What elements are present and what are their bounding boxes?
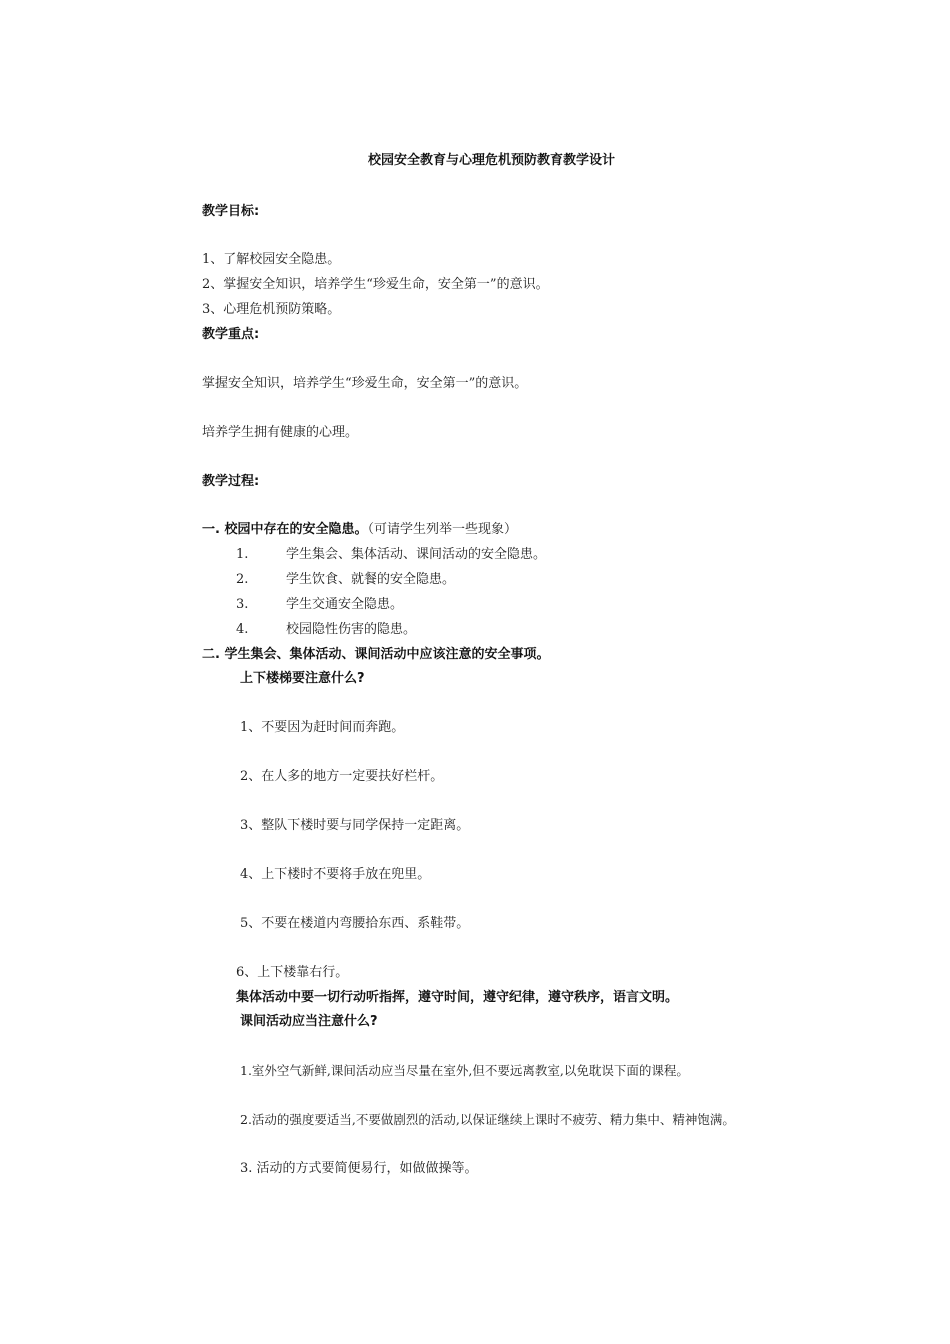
section1-item — [236, 621, 416, 639]
stairs-question: 上下楼梯要注意什么? — [240, 671, 365, 686]
item-number: 1. — [236, 547, 249, 562]
break-item: 1.室外空气新鲜,课间活动应当尽量在室外,但不要远离教室,以免耽误下面的课程。 — [240, 1063, 689, 1078]
section1-item — [236, 546, 546, 564]
goals-heading: 教学目标: — [202, 204, 260, 219]
stairs-item: 5、不要在楼道内弯腰拾东西、系鞋带。 — [240, 916, 470, 931]
goal-item: 3、心理危机预防策略。 — [202, 302, 341, 317]
collective-rule: 集体活动中要一切行动听指挥，遵守时间，遵守纪律，遵守秩序，语言文明。 — [236, 990, 679, 1005]
item-text: 校园隐性伤害的隐患。 — [286, 622, 417, 637]
item-number: 4. — [236, 622, 249, 637]
section1-heading: 一. 校园中存在的安全隐患。 — [202, 522, 368, 537]
item-text: 学生饮食、就餐的安全隐患。 — [286, 572, 456, 587]
focus-item: 掌握安全知识，培养学生“珍爱生命，安全第一”的意识。 — [202, 376, 528, 391]
section1-heading-line — [202, 521, 517, 539]
section1-item — [236, 596, 403, 614]
document-title: 校园安全教育与心理危机预防教育教学设计 — [368, 153, 616, 168]
break-item: 3. 活动的方式要简便易行，如做做操等。 — [240, 1161, 478, 1176]
section1-note: （可请学生列举一些现象） — [367, 522, 517, 537]
goal-item: 1、了解校园安全隐患。 — [202, 252, 341, 267]
stairs-item: 6、上下楼靠右行。 — [236, 965, 349, 980]
stairs-item: 3、整队下楼时要与同学保持一定距离。 — [240, 818, 470, 833]
section2-heading: 二. 学生集会、集体活动、课间活动中应该注意的安全事项。 — [202, 647, 550, 662]
section1-item — [236, 571, 455, 589]
focus-heading: 教学重点: — [202, 327, 260, 342]
item-number: 2. — [236, 572, 249, 587]
goal-item: 2、掌握安全知识，培养学生“珍爱生命，安全第一”的意识。 — [202, 277, 549, 292]
item-text: 学生集会、集体活动、课间活动的安全隐患。 — [286, 547, 547, 562]
break-item: 2.活动的强度要适当,不要做剧烈的活动,以保证继续上课时不疲劳、精力集中、精神饱满。 — [240, 1112, 735, 1127]
stairs-item: 2、在人多的地方一定要扶好栏杆。 — [240, 769, 444, 784]
item-number: 3. — [236, 597, 249, 612]
stairs-item: 1、不要因为赶时间而奔跑。 — [240, 720, 405, 735]
stairs-item: 4、上下楼时不要将手放在兜里。 — [240, 867, 431, 882]
break-question: 课间活动应当注意什么? — [240, 1014, 378, 1029]
focus-item: 培养学生拥有健康的心理。 — [202, 425, 359, 440]
process-heading: 教学过程: — [202, 474, 260, 489]
item-text: 学生交通安全隐患。 — [286, 597, 404, 612]
